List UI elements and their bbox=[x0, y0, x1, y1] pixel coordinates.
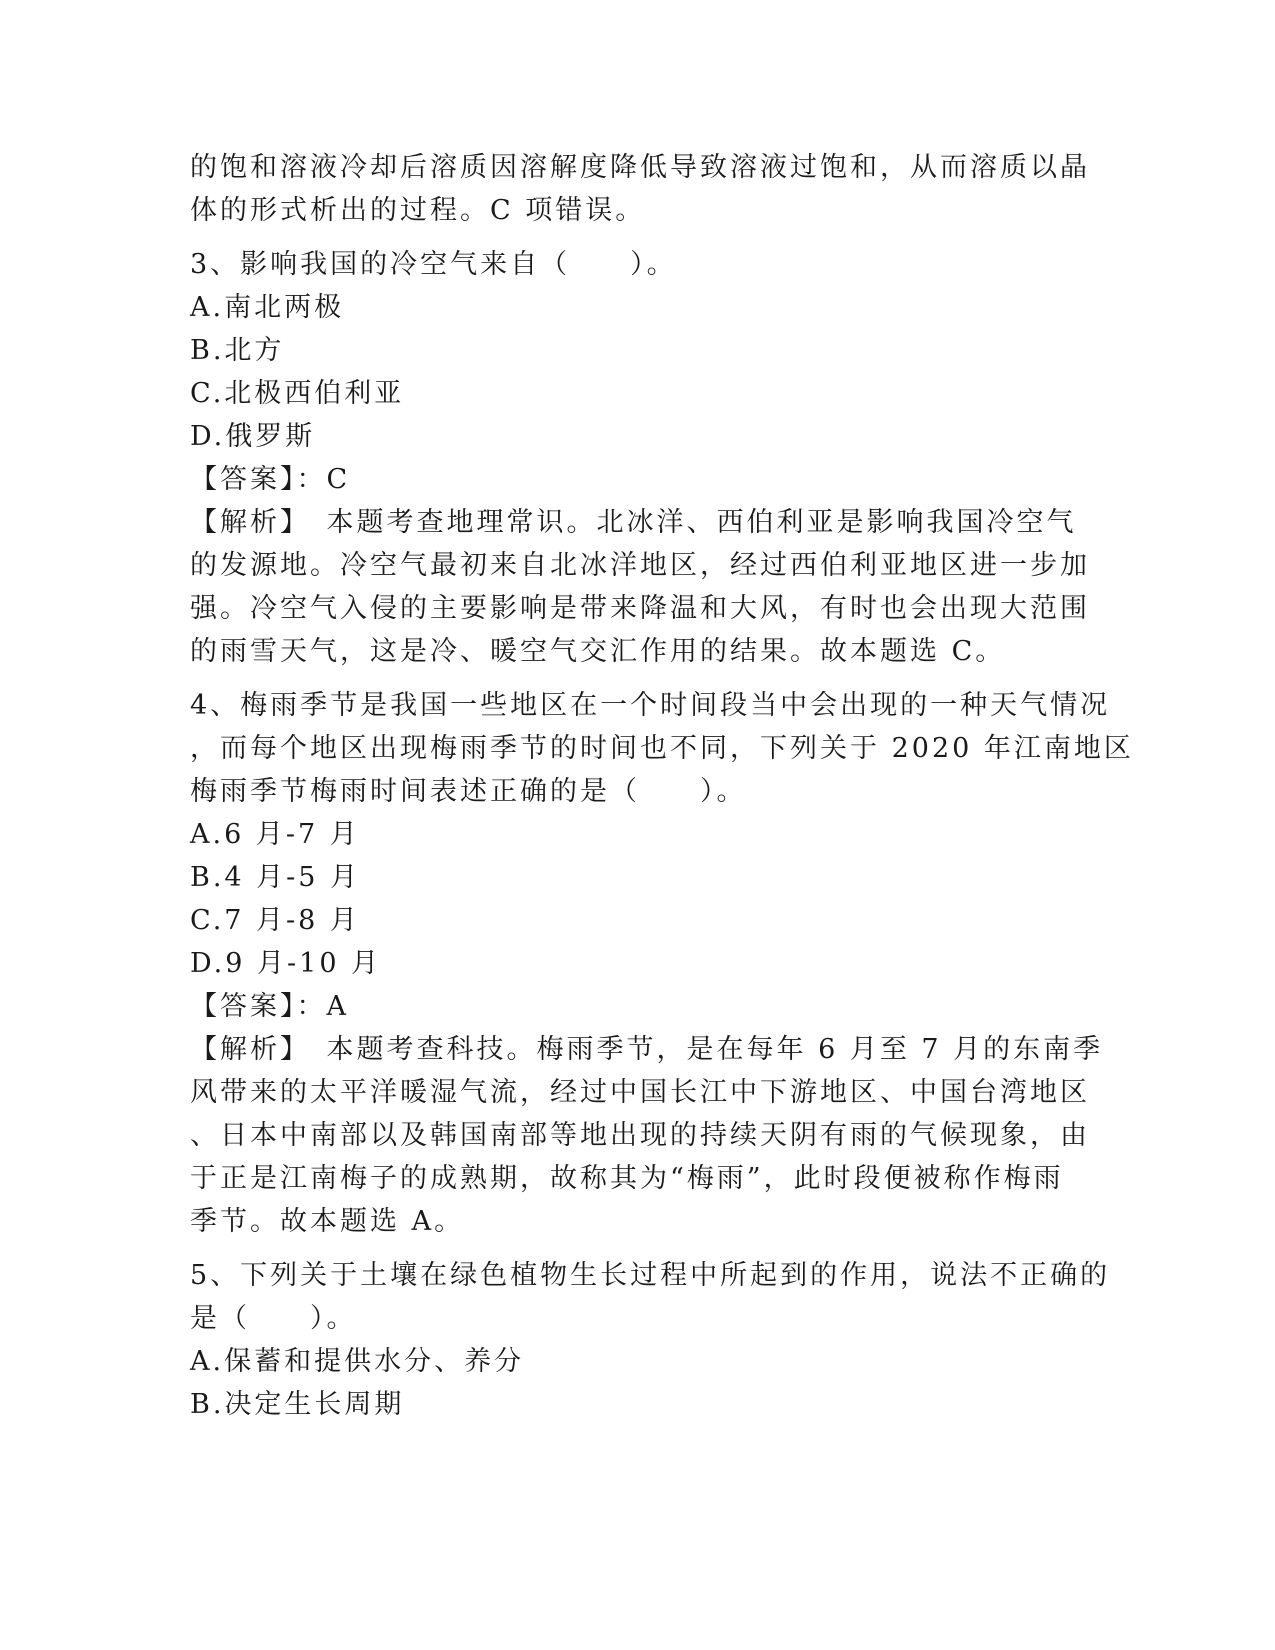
option-a: A.保蓄和提供水分、养分 bbox=[190, 1346, 525, 1377]
option-b: B.4 月-5 月 bbox=[190, 862, 361, 893]
option-d: D.9 月-10 月 bbox=[190, 948, 382, 979]
explanation-line: 【解析】 本题考查科技。梅雨季节，是在每年 6 月至 7 月的东南季 bbox=[190, 1034, 1104, 1065]
option-c: C.7 月-8 月 bbox=[190, 905, 360, 936]
question-2-tail bbox=[190, 146, 1090, 232]
question-text: ，而每个地区出现梅雨季节的时间也不同，下列关于 2020 年江南地区 bbox=[190, 733, 1134, 764]
question-text: 5、下列关于土壤在绿色植物生长过程中所起到的作用，说法不正确的 bbox=[190, 1260, 1111, 1291]
question-text: 3、影响我国的冷空气来自（ ）。 bbox=[190, 249, 677, 280]
explanation-line: 、日本中南部以及韩国南部等地出现的持续天阴有雨的气候现象，由 bbox=[190, 1120, 1090, 1151]
option-b: B.北方 bbox=[190, 335, 285, 366]
question-text: 4、梅雨季节是我国一些地区在一个时间段当中会出现的一种天气情况 bbox=[190, 690, 1111, 721]
option-a: A.6 月-7 月 bbox=[190, 819, 360, 850]
question-5 bbox=[190, 1254, 1111, 1426]
text-line: 体的形式析出的过程。C 项错误。 bbox=[190, 195, 646, 226]
explanation-line: 风带来的太平洋暖湿气流，经过中国长江中下游地区、中国台湾地区 bbox=[190, 1077, 1090, 1108]
question-text: 梅雨季节梅雨时间表述正确的是（ ）。 bbox=[190, 776, 747, 807]
option-c: C.北极西伯利亚 bbox=[190, 378, 405, 409]
document-page bbox=[190, 146, 1134, 1426]
answer: 【答案】：A bbox=[190, 991, 349, 1022]
answer: 【答案】：C bbox=[190, 464, 351, 495]
text-line: 的饱和溶液冷却后溶质因溶解度降低导致溶液过饱和，从而溶质以晶 bbox=[190, 152, 1090, 183]
explanation-line: 的雨雪天气，这是冷、暖空气交汇作用的结果。故本题选 C。 bbox=[190, 636, 1006, 667]
explanation-line: 【解析】 本题考查地理常识。北冰洋、西伯利亚是影响我国冷空气 bbox=[190, 507, 1077, 538]
option-b: B.决定生长周期 bbox=[190, 1389, 405, 1420]
question-3 bbox=[190, 243, 1090, 673]
explanation-line: 于正是江南梅子的成熟期，故称其为“梅雨”，此时段便被称作梅雨 bbox=[190, 1163, 1064, 1194]
question-text: 是（ ）。 bbox=[190, 1303, 357, 1334]
question-4 bbox=[190, 684, 1134, 1243]
explanation-line: 强。冷空气入侵的主要影响是带来降温和大风，有时也会出现大范围 bbox=[190, 593, 1090, 624]
option-a: A.南北两极 bbox=[190, 292, 345, 323]
explanation-line: 的发源地。冷空气最初来自北冰洋地区，经过西伯利亚地区进一步加 bbox=[190, 550, 1090, 581]
explanation-line: 季节。故本题选 A。 bbox=[190, 1206, 465, 1237]
option-d: D.俄罗斯 bbox=[190, 421, 316, 452]
